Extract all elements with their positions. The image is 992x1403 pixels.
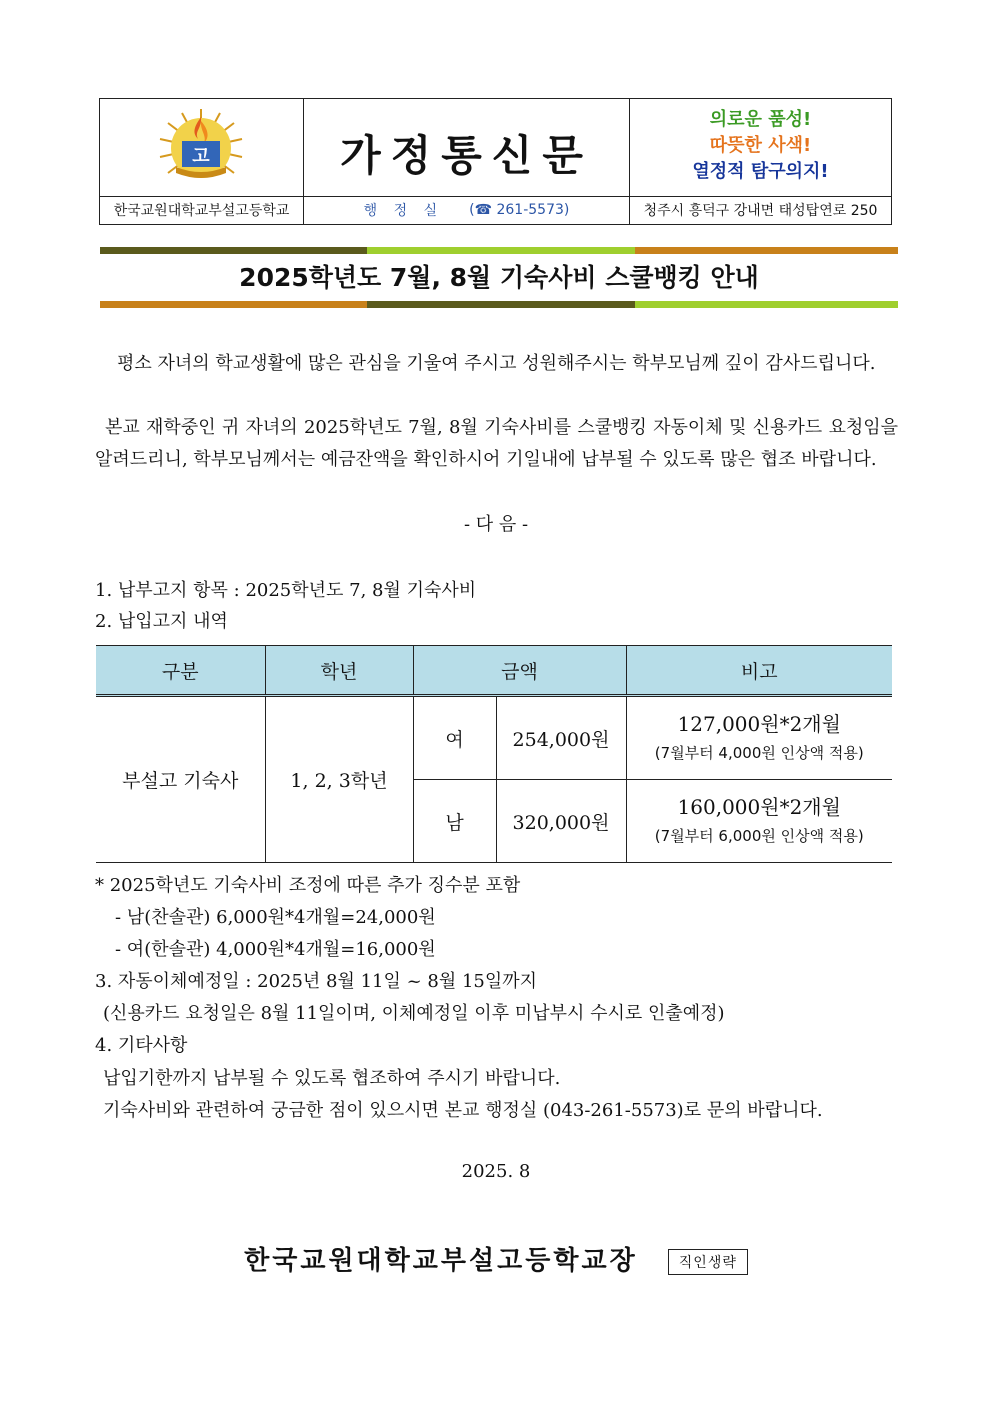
item-4-line-1: 납입기한까지 납부될 수 있도록 협조하여 주시기 바랍니다. (103, 1068, 561, 1089)
torch-book-emblem-icon (154, 107, 248, 189)
office-name: 행 정 실 (363, 203, 444, 219)
item-1: 1. 납부고지 항목 : 2025학년도 7, 8월 기숙사비 (95, 580, 477, 601)
title-band-bottom (100, 301, 898, 308)
header-bottom-row (100, 196, 891, 224)
principal-signature: 한국교원대학교부설고등학교장 (244, 1246, 638, 1276)
header-category: 구분 (96, 646, 265, 696)
intro-paragraph-2: 본교 재학중인 귀 자녀의 2025학년도 7월, 8월 기숙사비를 스쿨뱅킹 자동이체 및 신용카드 요청임을 알려드리니, 학부모님께서는 예금잔액을 확인하시어 기일내에 납부될 수 있도록 많은 협조 바랍니다. (95, 417, 898, 470)
item-4: 4. 기타사항 (95, 1035, 188, 1056)
item-3-sub: (신용카드 요청일은 8월 11일이며, 이체예정일 이후 미납부시 수시로 인출예정) (103, 1003, 725, 1024)
item-2: 2. 납입고지 내역 (95, 611, 228, 632)
cell-note (626, 696, 892, 780)
masthead-cell (304, 99, 630, 196)
header-box (99, 98, 892, 225)
note-main: 160,000원*2개월 (677, 795, 841, 819)
document-date: 2025. 8 (461, 1161, 531, 1182)
slogan-1: 의로운 품성! (709, 109, 812, 130)
school-name: 한국교원대학교부설고등학교 (113, 203, 290, 219)
note-sub: (7월부터 4,000원 인상액 적용) (654, 744, 864, 762)
principal-signature-line (0, 1240, 992, 1277)
seal-omitted-stamp: 직인생략 (668, 1249, 748, 1275)
note-main: 127,000원*2개월 (677, 712, 841, 736)
slogan-cell (630, 99, 891, 196)
adjust-female: - 여(한솔관) 4,000원*4개월=16,000원 (115, 939, 436, 960)
cell-category: 부설고 기숙사 (96, 696, 265, 863)
table-header-row (96, 646, 892, 696)
cell-gender: 남 (413, 780, 496, 863)
slogan-2: 따뜻한 사색! (709, 135, 812, 156)
fee-table (96, 645, 892, 863)
page-title: 2025학년도 7월, 8월 기숙사비 스쿨뱅킹 안내 (239, 263, 759, 292)
office-contact (304, 196, 629, 224)
svg-text:고: 고 (192, 146, 210, 167)
office-cell (304, 196, 630, 224)
slogan-3: 열정적 탐구의지! (692, 161, 829, 182)
item-4-line-2: 기숙사비와 관련하여 궁금한 점이 있으시면 본교 행정실 (043-261-5573)로 문의 바랍니다. (103, 1100, 823, 1121)
address-cell (630, 196, 891, 224)
slogan-list (630, 107, 891, 185)
title-band-top (100, 247, 898, 254)
item-3: 3. 자동이체예정일 : 2025년 8월 11일 ~ 8월 15일까지 (95, 971, 538, 992)
intro-paragraph-1: 평소 자녀의 학교생활에 많은 관심을 기울여 주시고 성원해주시는 학부모님께 깊이 감사드립니다. (117, 353, 876, 374)
da-eum-heading: - 다 음 - (463, 514, 529, 535)
school-address: 청주시 흥덕구 강내면 태성탑연로 250 (643, 203, 878, 219)
cell-amount: 254,000원 (496, 696, 626, 780)
header-amount: 금액 (413, 646, 626, 696)
header-note: 비고 (626, 646, 892, 696)
masthead-title: 가정통신문 (340, 131, 593, 180)
cell-grade: 1, 2, 3학년 (265, 696, 413, 863)
school-name-cell (100, 196, 304, 224)
adjust-male: - 남(찬솔관) 6,000원*4개월=24,000원 (115, 907, 436, 928)
header-top-row (100, 99, 891, 197)
note-sub: (7월부터 6,000원 인상액 적용) (654, 827, 864, 845)
adjust-note: * 2025학년도 기숙사비 조정에 따른 추가 징수분 포함 (95, 875, 521, 896)
header-grade: 학년 (265, 646, 413, 696)
logo-cell (100, 99, 304, 196)
cell-gender: 여 (413, 696, 496, 780)
cell-amount: 320,000원 (496, 780, 626, 863)
office-phone: (☎ 261-5573) (469, 202, 570, 218)
cell-note (626, 780, 892, 863)
table-row (96, 696, 892, 780)
